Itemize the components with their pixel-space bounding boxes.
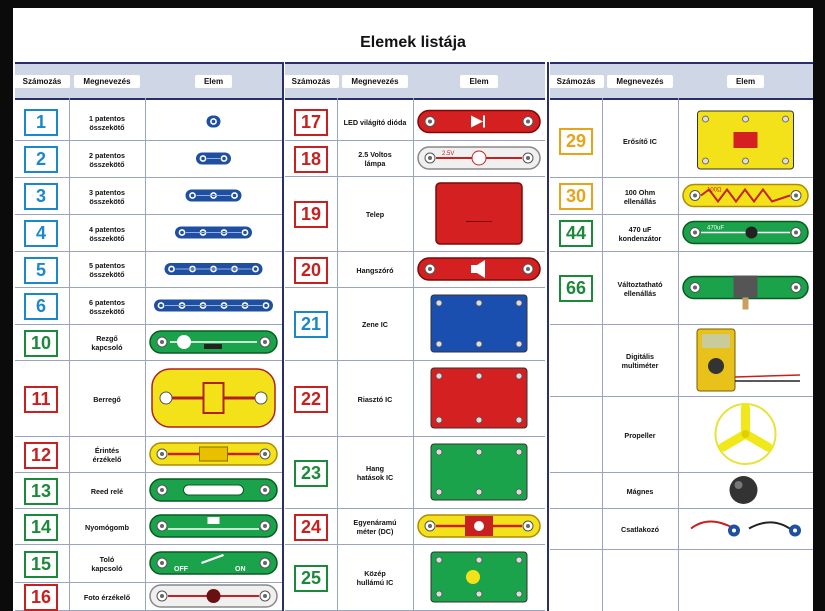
part-name: Erősítő IC [623,136,657,146]
part-name: Hangszóró [356,265,394,275]
part-image [414,104,544,139]
part-row [15,141,282,178]
part-name: Foto érzékelő [83,592,131,602]
resistor-value-label: 100Ω [707,187,722,194]
part-row [15,583,282,611]
part-name: 2 patentos összekötő [89,150,125,169]
part-row [550,509,813,550]
part-row [15,361,282,437]
part-number-badge: 22 [294,386,328,413]
part-number-badge: 29 [559,128,593,155]
part-number-badge: 10 [24,330,58,357]
part-row [15,325,282,361]
part-row [15,178,282,215]
parts-column-1 [15,98,282,611]
column-divider [547,62,549,611]
header-bar-3 [550,62,813,100]
part-row [15,288,282,325]
part-image [146,509,281,543]
part-image [146,288,281,323]
part-number-badge: 4 [24,220,58,247]
parts-column-2 [285,98,545,611]
part-row [285,361,545,437]
part-number-badge: 23 [294,460,328,487]
part-image [146,141,281,176]
part-image [414,288,544,359]
part-name: Mágnes [626,486,654,496]
part-row [285,545,545,611]
part-number-badge: 13 [24,478,58,505]
header-name: Megnevezés [602,64,678,98]
part-name: 100 Ohm ellenállás [623,187,657,206]
part-name: Érintés érzékelő [92,446,122,464]
part-image [146,104,281,139]
part-row [15,473,282,509]
part-number-badge: 5 [24,257,58,284]
header-number: Számozás [285,64,337,98]
part-name: Riasztó IC [357,394,393,404]
part-number-badge: 1 [24,109,58,136]
part-row [285,141,545,177]
part-name: 470 uF kondenzátor [618,224,662,243]
part-image [679,509,812,548]
part-image [414,252,544,286]
column-divider [282,62,284,611]
switch-on-label: ON [235,566,246,573]
part-image [414,361,544,435]
part-number-badge: 11 [24,386,58,413]
part-name: 6 patentos összekötő [89,297,125,316]
part-number-badge: 20 [294,257,328,284]
part-row [285,177,545,252]
part-image [146,437,281,471]
part-image [146,473,281,507]
part-number-badge: 6 [24,293,58,320]
part-number-badge: 16 [24,584,58,611]
part-row [550,473,813,509]
switch-off-label: OFF [174,566,188,573]
part-number-badge: 44 [559,220,593,247]
header-name: Megnevezés [69,64,145,98]
part-number-badge: 25 [294,565,328,592]
header-element: Elem [413,64,545,98]
header-element: Elem [678,64,813,98]
part-image [679,104,812,176]
part-name: Zene IC [362,320,388,329]
page-title: Elemek listája [360,34,466,51]
part-name: Berregő [93,394,121,404]
part-number-badge: 21 [294,311,328,338]
part-name: 2.5 Voltos lámpa [358,150,392,168]
part-image [146,545,281,581]
part-number-badge: 14 [24,514,58,541]
header-name: Megnevezés [337,64,413,98]
part-number-badge: 17 [294,109,328,136]
part-image [679,473,812,507]
part-row [15,545,282,583]
part-name: 4 patentos összekötő [89,224,125,243]
parts-column-3 [550,98,813,611]
part-image [679,178,812,213]
part-row [550,252,813,325]
part-name: Rezgő kapcsoló [91,334,123,352]
part-number-badge: 2 [24,146,58,173]
part-number-badge: 66 [559,275,593,302]
part-image [679,252,812,323]
part-row [15,215,282,252]
part-row [15,252,282,288]
part-name: Változtatható ellenállás [617,279,663,298]
part-image [414,545,544,609]
part-image [146,178,281,213]
part-row [550,178,813,215]
part-row [550,397,813,473]
lamp-voltage-label: 2.5V [442,151,455,157]
part-name: 1 patentos összekötő [89,113,125,132]
part-number-badge: 15 [24,551,58,578]
part-row [285,509,545,545]
part-name: Egyenáramú méter (DC) [353,518,397,536]
part-name: Telep [365,210,385,219]
part-name: 3 patentos összekötő [89,187,125,206]
part-row [15,104,282,141]
part-image [146,583,281,609]
part-image [414,141,544,175]
part-number-badge: 30 [559,183,593,210]
parts-list-sheet [13,8,813,611]
part-row [285,288,545,361]
part-name: LED világító dióda [343,118,407,127]
header-bar-1 [15,62,282,100]
part-image [146,252,281,286]
part-image [414,177,544,250]
part-name: Digitális multiméter [621,352,659,370]
part-number-badge: 12 [24,442,58,469]
part-row [550,325,813,397]
part-name: Nyomógomb [85,522,129,532]
part-image [146,325,281,359]
part-number-badge: 18 [294,146,328,173]
part-name: Csatlakozó [621,525,659,534]
part-row [285,252,545,288]
part-image [679,397,812,471]
part-number-badge: 24 [294,514,328,541]
part-image [146,361,281,435]
part-name: Hang hatások IC [356,464,394,482]
part-row [15,509,282,545]
part-image [679,215,812,250]
part-image [414,437,544,507]
part-name: Közép hullámú IC [356,569,394,587]
part-row [550,215,813,252]
part-name: Toló kapcsoló [91,555,123,573]
part-image [679,325,812,395]
part-image [146,215,281,250]
part-image [414,509,544,543]
part-row [285,437,545,509]
part-row [15,437,282,473]
header-element: Elem [145,64,282,98]
part-number-badge: 19 [294,201,328,228]
part-name: 5 patentos összekötő [89,261,125,279]
capacitor-value-label: 470uF [707,225,725,232]
header-bar-2 [285,62,545,100]
header-number: Számozás [15,64,69,98]
part-number-badge: 3 [24,183,58,210]
header-number: Számozás [550,64,602,98]
part-name: Propeller [624,430,656,440]
part-row [285,104,545,141]
part-row [550,104,813,178]
part-name: Reed relé [90,486,124,496]
